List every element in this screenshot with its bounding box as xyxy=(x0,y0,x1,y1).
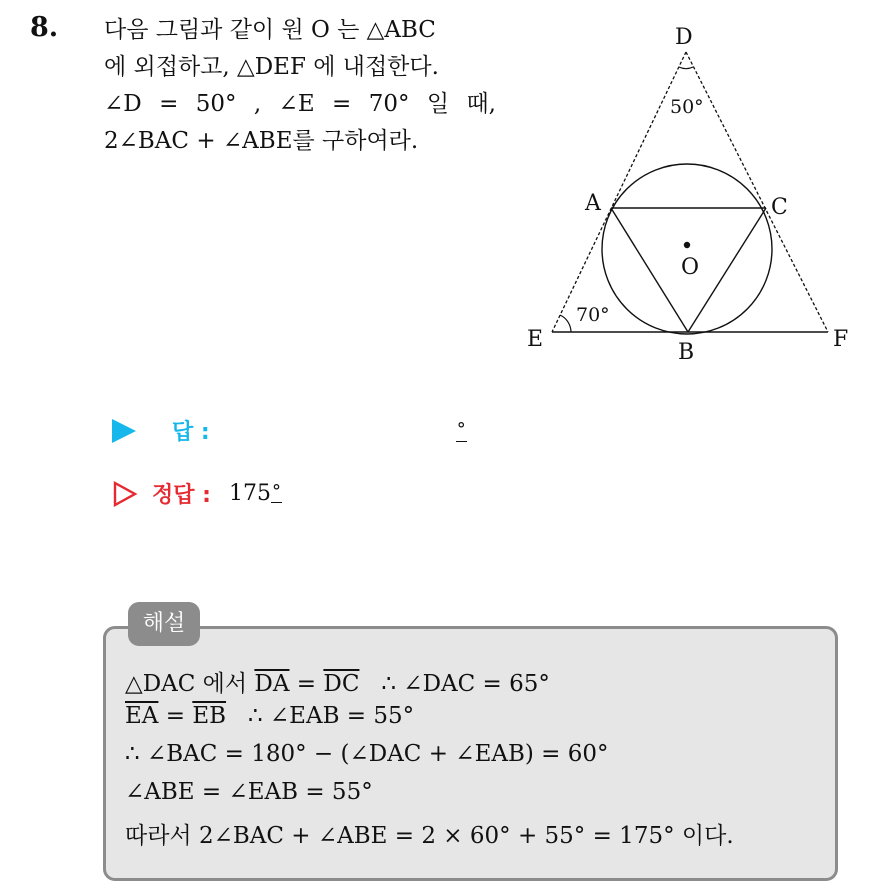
problem-line-2: 에 외접하고, △DEF 에 내접한다. xyxy=(104,54,439,80)
correct-value-number: 175 xyxy=(228,481,271,506)
segment-cb xyxy=(688,208,766,332)
segment-eb-overline: $\overline{EB}$ xyxy=(192,703,227,729)
solution-line-2 xyxy=(125,703,414,729)
sol2-eq: = xyxy=(158,703,193,729)
segment-df xyxy=(686,52,828,332)
problem-line-3 xyxy=(104,86,496,123)
angle-label-d: 50° xyxy=(670,96,704,118)
sol1-prefix: △DAC 에서 xyxy=(125,671,255,697)
equals-sign: = xyxy=(159,91,179,117)
circle-o xyxy=(602,164,772,334)
problem-text xyxy=(104,12,496,160)
center-dot-o xyxy=(684,242,690,248)
problem-line-4: 2∠BAC + ∠ABE를 구하여라. xyxy=(104,128,419,154)
segment-da-overline: $\overline{DA}$ xyxy=(254,671,290,697)
angle-d-value: 50° xyxy=(195,91,237,117)
answer-row xyxy=(112,415,467,446)
correct-answer-value xyxy=(229,481,282,506)
segment-dc-overline: $\overline{DC}$ xyxy=(323,671,360,697)
question-number: 8. xyxy=(30,12,59,43)
solution-line-3: ∴ ∠BAC = 180° − (∠DAC + ∠EAB) = 60° xyxy=(125,741,609,767)
equals-sign: = xyxy=(332,91,352,117)
label-b: B xyxy=(678,340,695,365)
label-a: A xyxy=(585,191,601,216)
label-c: C xyxy=(771,195,788,220)
correct-value-unit: ° xyxy=(271,481,281,502)
label-e: E xyxy=(527,327,544,352)
answer-label: 답 : xyxy=(172,420,210,445)
sol2-rest: ∴ ∠EAB = 55° xyxy=(226,703,415,729)
angle-e-symbol: ∠E xyxy=(278,91,315,117)
correct-answer-label: 정답 : xyxy=(152,483,211,508)
angle-e-value: 70° xyxy=(368,91,410,117)
label-f: F xyxy=(833,327,849,352)
segment-de xyxy=(552,52,686,332)
geometry-figure xyxy=(520,20,865,375)
solution-line-4: ∠ABE = ∠EAB = 55° xyxy=(125,779,373,805)
problem-line-1: 다음 그림과 같이 원 O 는 △ABC xyxy=(104,17,436,43)
label-d: D xyxy=(675,25,693,50)
label-o: O xyxy=(681,255,700,280)
answer-unit: ° xyxy=(456,419,466,440)
angle-d-symbol: ∠D xyxy=(104,91,142,117)
outline-triangle-icon xyxy=(112,481,138,507)
angle-arc-e xyxy=(560,315,571,332)
segment-ea-overline: $\overline{EA}$ xyxy=(125,703,159,729)
play-triangle-icon xyxy=(112,419,136,443)
comma: , xyxy=(253,91,262,117)
segment-ab xyxy=(611,208,688,332)
word-il: 일 xyxy=(426,91,450,117)
angle-arc-d xyxy=(679,67,693,69)
solution-line-5: 따라서 2∠BAC + ∠ABE = 2 × 60° + 55° = 175° 이다. xyxy=(125,823,734,849)
sol1-rest: ∴ ∠DAC = 65° xyxy=(359,671,550,697)
sol1-eq: = xyxy=(289,671,324,697)
solution-tab: 해설 xyxy=(128,602,200,646)
correct-answer-row xyxy=(112,478,282,509)
solution-line-1 xyxy=(125,665,550,698)
word-ttae: 때, xyxy=(466,91,496,117)
angle-label-e: 70° xyxy=(576,304,610,326)
